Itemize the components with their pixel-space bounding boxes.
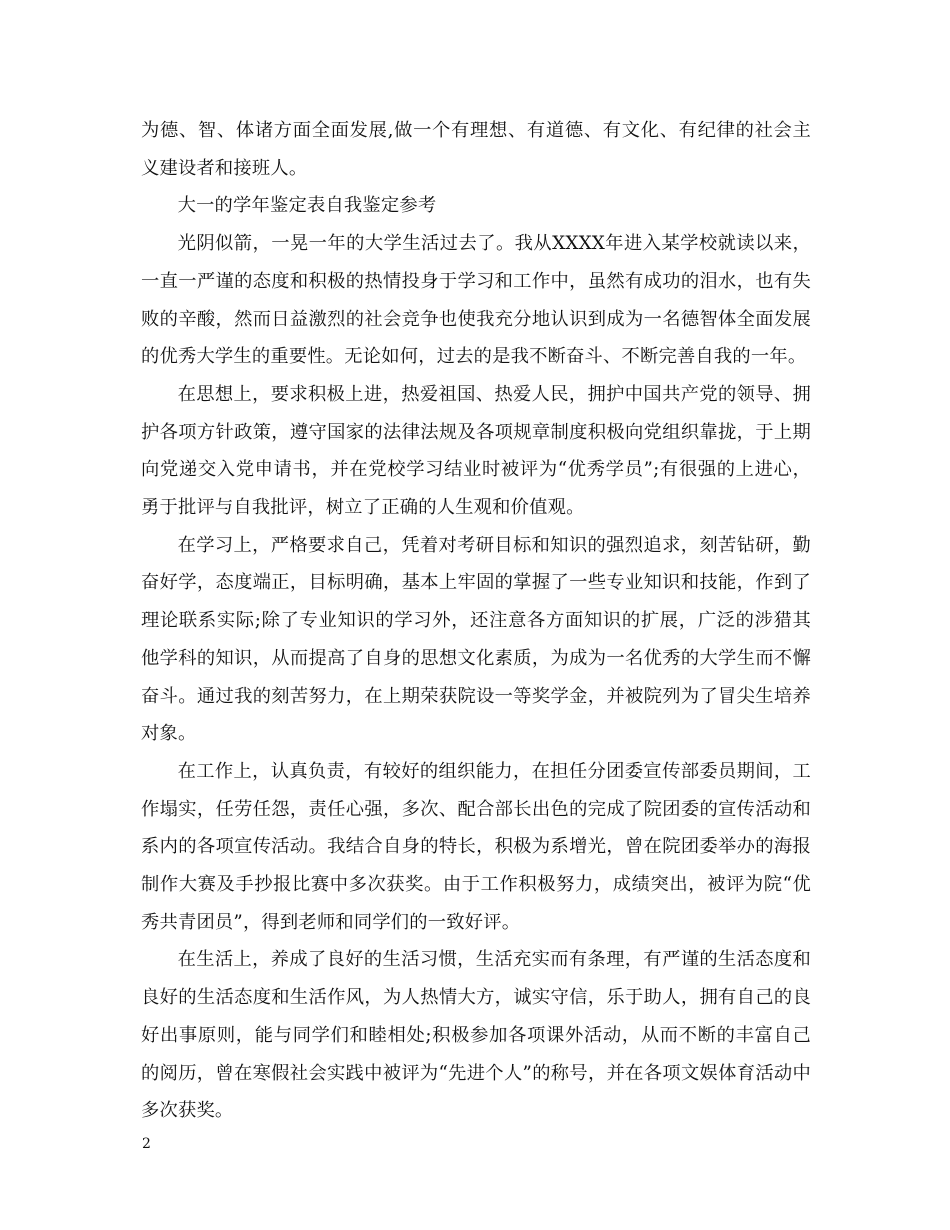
paragraph-intro: 光阴似箭，一晃一年的大学生活过去了。我从XXXX年进入某学校就读以来，一直一严谨的态度和积极的热情投身于学习和工作中，虽然有成功的泪水，也有失败的辛酸，然而日益激烈的社会竞争也使我充分地认识到成为一名德智体全面发展的优秀大学生的重要性。无论如何，过去的是我不断奋斗、不断完善自我的一年。 <box>141 233 811 368</box>
paragraph-life: 在生活上，养成了良好的生活习惯，生活充实而有条理，有严谨的生活态度和良好的生活态度和生活作风，为人热情大方，诚实守信，乐于助人，拥有自己的良好出事原则，能与同学们和睦相处;积极参加各项课外活动，从而不断的丰富自己的阅历，曾在寒假社会实践中被评为“先进个人”的称号，并在各项文娱体育活动中多次获奖。 <box>141 949 811 1122</box>
paragraph-study: 在学习上，严格要求自己，凭着对考研目标和知识的强烈追求，刻苦钻研，勤奋好学，态度端正，目标明确，基本上牢固的掌握了一些专业知识和技能，作到了理论联系实际;除了专业知识的学习外，还注意各方面知识的扩展，广泛的涉猎其他学科的知识，从而提高了自身的思想文化素质，为成为一名优秀的大学生而不懈奋斗。通过我的刻苦努力，在上期荣获院设一等奖学金，并被院列为了冒尖生培养对象。 <box>141 534 811 745</box>
document-body <box>141 112 811 1130</box>
section-heading: 大一的学年鉴定表自我鉴定参考 <box>177 195 437 217</box>
paragraph-continuation: 为德、智、体诸方面全面发展,做一个有理想、有道德、有文化、有纪律的社会主义建设者和接班人。 <box>141 120 811 179</box>
page-number: 2 <box>142 1136 151 1152</box>
paragraph-ideology: 在思想上，要求积极上进，热爱祖国、热爱人民，拥护中国共产党的领导、拥护各项方针政策，遵守国家的法律法规及各项规章制度积极向党组织靠拢，于上期向党递交入党申请书，并在党校学习结业时被评为“优秀学员”;有很强的上进心，勇于批评与自我批评，树立了正确的人生观和价值观。 <box>141 383 811 519</box>
paragraph-work: 在工作上，认真负责，有较好的组织能力，在担任分团委宣传部委员期间，工作塌实，任劳任怨，责任心强，多次、配合部长出色的完成了院团委的宣传活动和系内的各项宣传活动。我结合自身的特长，积极为系增光，曾在院团委举办的海报制作大赛及手抄报比赛中多次获奖。由于工作积极努力，成绩突出，被评为院“优秀共青团员”，得到老师和同学们的一致好评。 <box>141 760 811 933</box>
